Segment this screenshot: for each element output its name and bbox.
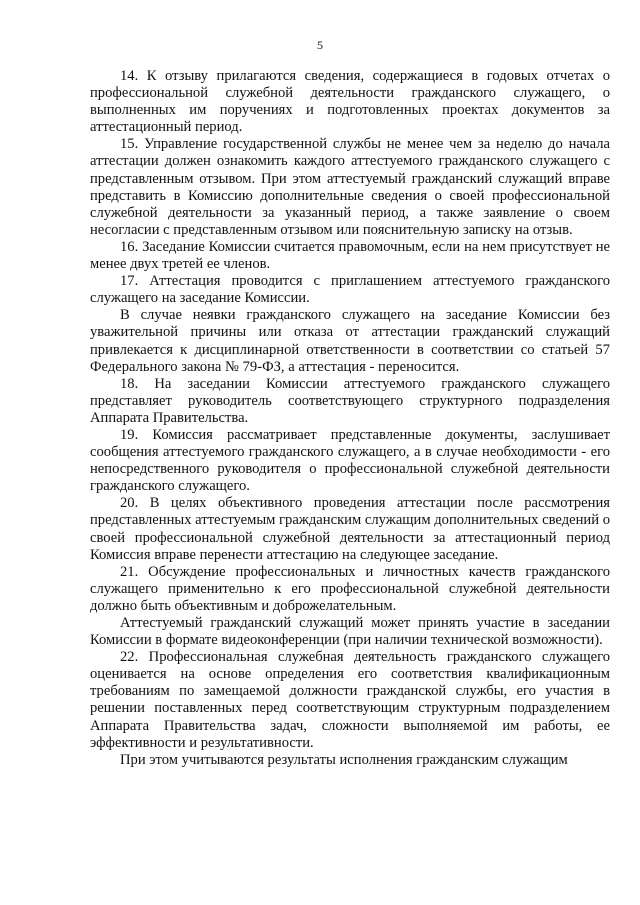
paragraph-21: 21. Обсуждение профессиональных и личностных качеств гражданского служащего применительно к его профессиональной служебной деятельности должно быть объективным и доброжелательным. xyxy=(90,563,610,614)
paragraph-15: 15. Управление государственной службы не менее чем за неделю до начала аттестации должен ознакомить каждого аттестуемого гражданского служащего с представленным отзывом. При этом аттестуемый гражданский служащий вправе представить в Комиссию дополнительные сведения о своей профессиональной служебной деятельности за указанный период, а также заявление о своем несогласии с представленным отзывом или пояснительную записку на отзыв. xyxy=(90,136,610,238)
paragraph-19: 19. Комиссия рассматривает представленные документы, заслушивает сообщения аттестуемого гражданского служащего, а в случае необходимости - его непосредственного руководителя о профессиональной служебной деятельности гражданского служащего. xyxy=(90,426,610,495)
paragraph-16: 16. Заседание Комиссии считается правомочным, если на нем присутствует не менее двух третей ее членов. xyxy=(90,238,610,273)
paragraph-20: 20. В целях объективного проведения аттестации после рассмотрения представленных аттестуемым гражданским служащим дополнительных сведений о своей профессиональной служебной деятельности за аттестационный период Комиссия вправе перенести аттестацию на следующее заседание. xyxy=(90,495,610,563)
paragraph-22-continued: При этом учитываются результаты исполнения гражданским служащим xyxy=(120,751,568,768)
paragraph-21-continued: Аттестуемый гражданский служащий может принять участие в заседании Комиссии в формате видеоконференции (при наличии технической возможности). xyxy=(90,615,610,649)
paragraph-18: 18. На заседании Комиссии аттестуемого гражданского служащего представляет руководитель соответствующего структурного подразделения Аппарата Правительства. xyxy=(90,375,610,426)
paragraph-14: 14. К отзыву прилагаются сведения, содержащиеся в годовых отчетах о профессиональной служебной деятельности гражданского служащего, о выполненных им поручениях и подготовленных проектах документов за аттестационный период. xyxy=(90,68,610,136)
paragraph-22: 22. Профессиональная служебная деятельность гражданского служащего оценивается на основе определения его соответствия квалификационным требованиям по замещаемой должности гражданской службы, его участия в решении поставленных перед соответствующим структурным подразделением Аппарата Правительства задач, сложности выполняемой им работы, ее эффективности и результативности. xyxy=(90,649,610,751)
paragraph-17: 17. Аттестация проводится с приглашением аттестуемого гражданского служащего на заседание Комиссии. xyxy=(90,273,610,307)
paragraph-17-continued: В случае неявки гражданского служащего на заседание Комиссии без уважительной причины или отказа от аттестации гражданский служащий привлекается к дисциплинарной ответственности в соответствии со статьей 57 Федерального закона № 79-ФЗ, а аттестация - переносится. xyxy=(90,307,610,375)
page-number: 5 xyxy=(317,38,323,52)
document-body xyxy=(90,68,610,769)
